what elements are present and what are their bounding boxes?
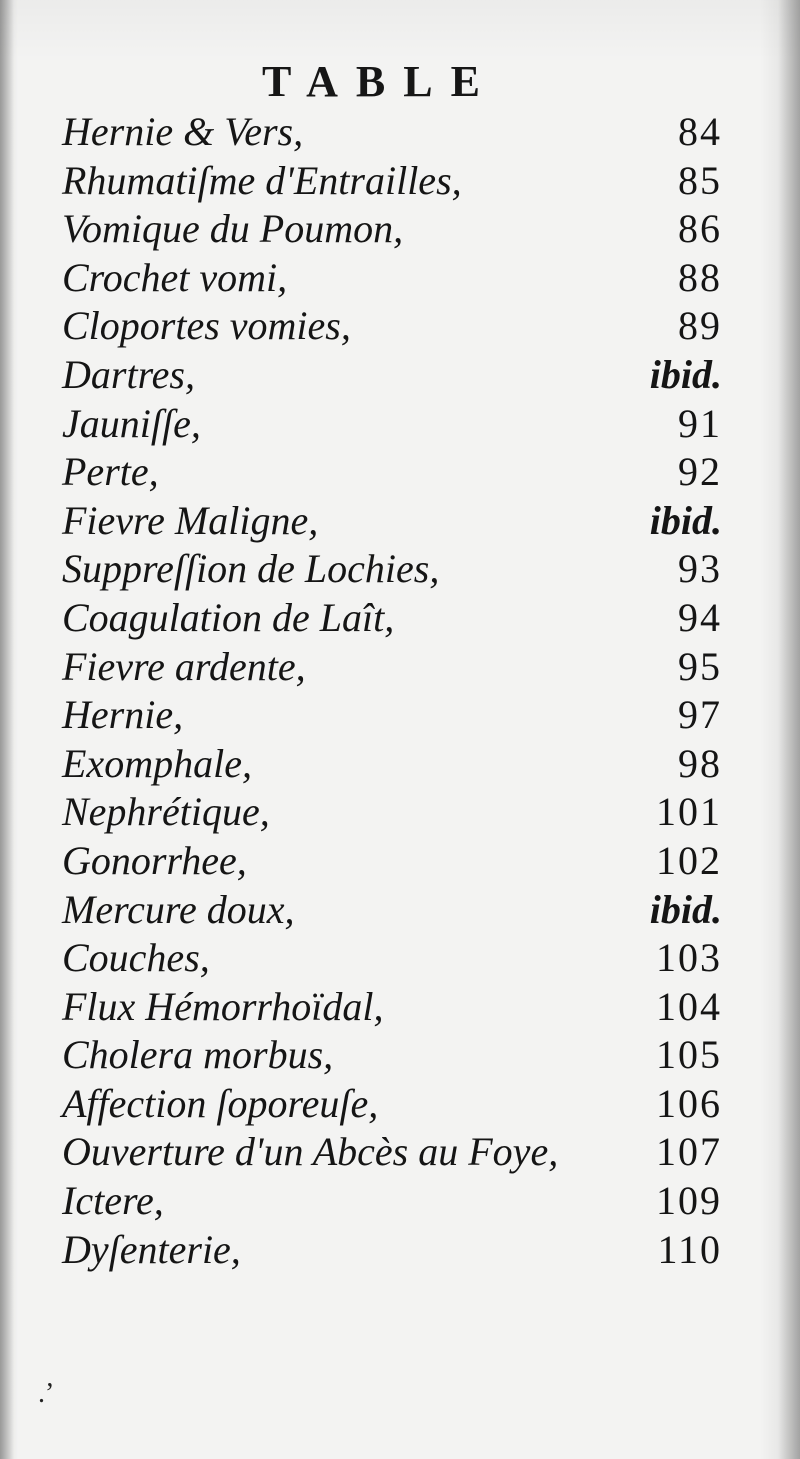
- page-gutter-shadow: [0, 0, 14, 1459]
- table-of-contents: [62, 108, 722, 1274]
- toc-entry: [62, 837, 722, 886]
- toc-entry-page: 95: [678, 643, 722, 689]
- toc-entry: [62, 594, 722, 643]
- toc-entry-title: Fievre Maligne,: [62, 497, 319, 543]
- toc-entry-page: 86: [678, 206, 722, 252]
- toc-entry: [62, 254, 722, 303]
- ink-mark: .ʼ: [38, 1378, 55, 1409]
- toc-entry-page: 98: [678, 740, 722, 786]
- toc-entry: [62, 886, 722, 935]
- toc-entry-title: Exomphale,: [62, 740, 252, 786]
- toc-entry: [62, 934, 722, 983]
- toc-entry-title: Dyſenterie,: [62, 1226, 241, 1272]
- toc-entry-title: Gonorrhee,: [62, 837, 247, 883]
- toc-entry: [62, 1128, 722, 1177]
- toc-entry-page: 93: [678, 546, 722, 592]
- toc-entry: [62, 302, 722, 351]
- toc-entry-page: 107: [656, 1129, 722, 1175]
- toc-entry-page: 97: [678, 692, 722, 738]
- toc-entry: [62, 740, 722, 789]
- toc-entry-page: 88: [678, 254, 722, 300]
- toc-entry-page: 84: [678, 109, 722, 154]
- toc-entry: [62, 157, 722, 206]
- toc-entry-page: 89: [678, 303, 722, 349]
- toc-entry-title: Rhumatiſme d'Entrailles,: [62, 157, 462, 203]
- page-header: TABLE: [262, 57, 498, 106]
- toc-entry-title: Nephrétique,: [62, 789, 270, 835]
- toc-entry: [62, 1226, 722, 1275]
- toc-entry-page: 101: [656, 789, 722, 835]
- toc-entry-title: Crochet vomi,: [62, 254, 288, 300]
- toc-entry-page: ibid.: [649, 886, 722, 932]
- toc-entry-title: Mercure doux,: [62, 886, 295, 932]
- toc-entry-title: Fievre ardente,: [62, 643, 306, 689]
- toc-entry-title: Flux Hémorrhoïdal,: [62, 983, 384, 1029]
- toc-entry-page: 105: [656, 1032, 722, 1078]
- toc-entry: [62, 1177, 722, 1226]
- toc-entry: [62, 400, 722, 449]
- toc-entry: [62, 108, 722, 157]
- toc-entry-title: Ouverture d'un Abcès au Foye,: [62, 1129, 559, 1175]
- toc-entry-title: Suppreſſion de Lochies,: [62, 546, 440, 592]
- toc-entry: [62, 1080, 722, 1129]
- toc-entry-page: 85: [678, 157, 722, 203]
- toc-entry-title: Coagulation de Laît,: [62, 594, 395, 640]
- toc-entry: [62, 448, 722, 497]
- toc-entry-page: 109: [656, 1178, 722, 1224]
- toc-entry-page: 104: [656, 983, 722, 1029]
- toc-entry-title: Hernie & Vers,: [62, 109, 304, 154]
- toc-entry-page: 106: [656, 1080, 722, 1126]
- toc-entry: [62, 497, 722, 546]
- toc-entry-page: ibid.: [649, 351, 722, 397]
- toc-entry: [62, 545, 722, 594]
- page-edge-shadow: [778, 0, 800, 1459]
- toc-entry-title: Dartres,: [62, 351, 195, 397]
- toc-entry-title: Cloportes vomies,: [62, 303, 351, 349]
- toc-entry-title: Ictere,: [62, 1178, 164, 1224]
- toc-entry: [62, 983, 722, 1032]
- toc-entry-page: 91: [678, 400, 722, 446]
- toc-entry: [62, 788, 722, 837]
- toc-entry: [62, 351, 722, 400]
- toc-entry-title: Jauniſſe,: [62, 400, 201, 446]
- toc-entry-page: 94: [678, 594, 722, 640]
- toc-entry-page: 92: [678, 449, 722, 495]
- toc-entry-page: 102: [656, 837, 722, 883]
- toc-entry-title: Affection ſoporeuſe,: [62, 1080, 379, 1126]
- toc-entry: [62, 691, 722, 740]
- toc-entry-page: ibid.: [649, 497, 722, 543]
- toc-entry: [62, 1031, 722, 1080]
- toc-entry-page: 103: [656, 935, 722, 981]
- toc-entry: [62, 205, 722, 254]
- toc-entry-title: Vomique du Poumon,: [62, 206, 404, 252]
- toc-entry-title: Cholera morbus,: [62, 1032, 334, 1078]
- toc-entry-title: Hernie,: [62, 692, 184, 738]
- toc-entry: [62, 643, 722, 692]
- toc-entry-title: Perte,: [62, 449, 159, 495]
- toc-entry-page: 110: [657, 1226, 722, 1272]
- toc-entry-title: Couches,: [62, 935, 210, 981]
